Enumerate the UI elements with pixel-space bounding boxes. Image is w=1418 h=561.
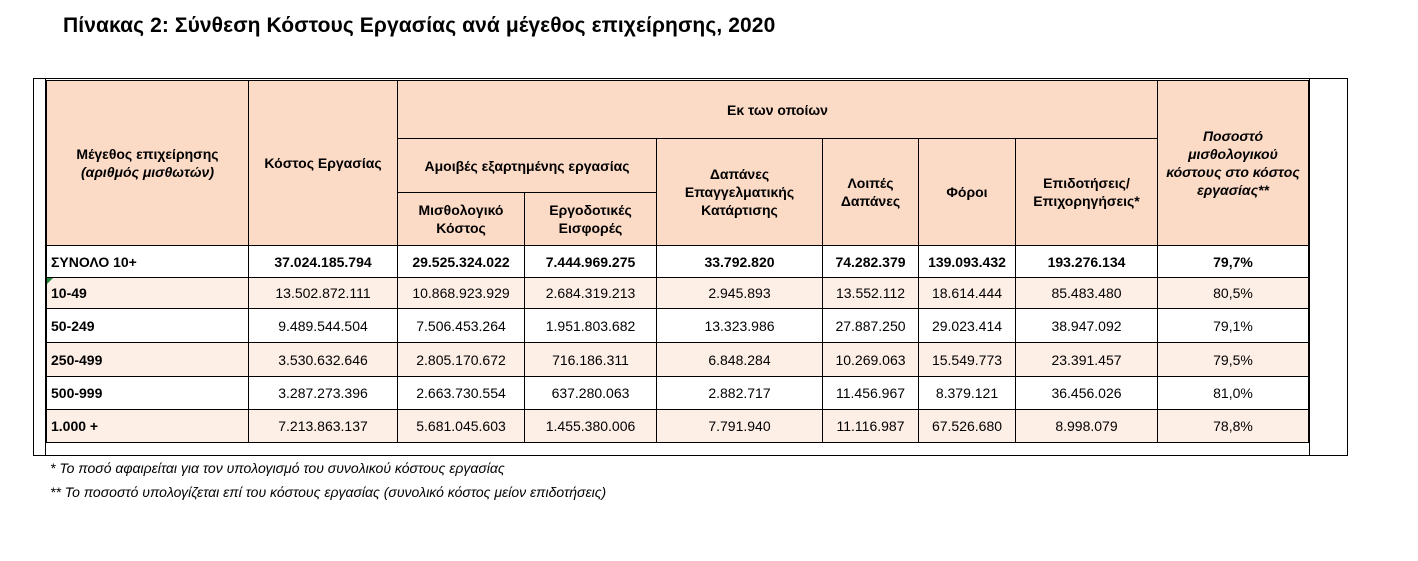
cell-contrib: 1.455.380.006 <box>525 410 657 443</box>
cell-training: 33.792.820 <box>657 246 823 278</box>
cell-subsidies: 193.276.134 <box>1016 246 1158 278</box>
header-of-which: Εκ των οποίων <box>398 81 1158 139</box>
header-payroll: Μισθολογικό Κόστος <box>398 193 525 246</box>
table-row <box>47 278 1309 309</box>
labor-cost-table <box>46 80 1309 443</box>
cell-payroll: 5.681.045.603 <box>398 410 525 443</box>
cell-pct: 79,7% <box>1158 246 1309 278</box>
header-wages-group: Αμοιβές εξαρτημένης εργασίας <box>398 139 657 193</box>
cell-taxes: 8.379.121 <box>919 377 1016 410</box>
cell-contrib: 2.684.319.213 <box>525 278 657 309</box>
cell-pct: 81,0% <box>1158 377 1309 410</box>
row-label: 500-999 <box>47 377 249 410</box>
header-subsidies: Επιδοτήσεις/ Επιχορηγήσεις* <box>1016 139 1158 246</box>
cell-subsidies: 36.456.026 <box>1016 377 1158 410</box>
header-employer-contrib: Εργοδοτικές Εισφορές <box>525 193 657 246</box>
header-other: Λοιπές Δαπάνες <box>823 139 919 246</box>
cell-payroll: 2.805.170.672 <box>398 343 525 377</box>
cell-other: 74.282.379 <box>823 246 919 278</box>
cell-pct: 80,5% <box>1158 278 1309 309</box>
footnote-1: * Το ποσό αφαιρείται για τον υπολογισμό του συνολικού κόστους εργασίας <box>50 460 505 476</box>
cell-contrib: 637.280.063 <box>525 377 657 410</box>
cell-labor: 7.213.863.137 <box>249 410 398 443</box>
cell-taxes: 139.093.432 <box>919 246 1016 278</box>
header-labor-cost: Κόστος Εργασίας <box>249 81 398 246</box>
cell-labor: 9.489.544.504 <box>249 309 398 343</box>
table-row <box>47 410 1309 443</box>
cell-other: 27.887.250 <box>823 309 919 343</box>
table-row-total <box>47 246 1309 278</box>
row-label: 50-249 <box>47 309 249 343</box>
row-label: 10-49 <box>47 278 249 309</box>
table-row <box>47 343 1309 377</box>
cell-training: 7.791.940 <box>657 410 823 443</box>
header-taxes: Φόροι <box>919 139 1016 246</box>
cell-payroll: 7.506.453.264 <box>398 309 525 343</box>
cell-pct: 79,5% <box>1158 343 1309 377</box>
cell-payroll: 2.663.730.554 <box>398 377 525 410</box>
cell-taxes: 67.526.680 <box>919 410 1016 443</box>
cell-taxes: 18.614.444 <box>919 278 1016 309</box>
header-size <box>47 81 249 246</box>
cell-other: 11.116.987 <box>823 410 919 443</box>
cell-other: 13.552.112 <box>823 278 919 309</box>
cell-pct: 79,1% <box>1158 309 1309 343</box>
footnote-2: ** Το ποσοστό υπολογίζεται επί του κόστους εργασίας (συνολικό κόστος μείον επιδοτήσεις) <box>50 484 607 500</box>
cell-labor: 37.024.185.794 <box>249 246 398 278</box>
cell-contrib: 1.951.803.682 <box>525 309 657 343</box>
cell-subsidies: 23.391.457 <box>1016 343 1158 377</box>
header-percent: Ποσοστό μισθολογικού κόστους στο κόστος εργασίας** <box>1158 81 1309 246</box>
cell-contrib: 7.444.969.275 <box>525 246 657 278</box>
cell-payroll: 29.525.324.022 <box>398 246 525 278</box>
table-title: Πίνακας 2: Σύνθεση Κόστους Εργασίας ανά μέγεθος επιχείρησης, 2020 <box>63 14 776 37</box>
cell-taxes: 15.549.773 <box>919 343 1016 377</box>
cell-labor: 13.502.872.111 <box>249 278 398 309</box>
cell-training: 2.945.893 <box>657 278 823 309</box>
cell-labor: 3.530.632.646 <box>249 343 398 377</box>
cell-taxes: 29.023.414 <box>919 309 1016 343</box>
cell-subsidies: 38.947.092 <box>1016 309 1158 343</box>
row-label: 250-499 <box>47 343 249 377</box>
header-size-sublabel: (αριθμός μισθωτών) <box>80 164 214 180</box>
cell-training: 13.323.986 <box>657 309 823 343</box>
table-row <box>47 377 1309 410</box>
cell-other: 11.456.967 <box>823 377 919 410</box>
cell-contrib: 716.186.311 <box>525 343 657 377</box>
table-row <box>47 309 1309 343</box>
cell-training: 2.882.717 <box>657 377 823 410</box>
row-label: 1.000 + <box>47 410 249 443</box>
cell-payroll: 10.868.923.929 <box>398 278 525 309</box>
header-size-label: Μέγεθος επιχείρησης <box>76 146 219 162</box>
cell-other: 10.269.063 <box>823 343 919 377</box>
cell-labor: 3.287.273.396 <box>249 377 398 410</box>
cell-subsidies: 8.998.079 <box>1016 410 1158 443</box>
header-training: Δαπάνες Επαγγελματικής Κατάρτισης <box>657 139 823 246</box>
cell-pct: 78,8% <box>1158 410 1309 443</box>
row-label: ΣΥΝΟΛΟ 10+ <box>47 246 249 278</box>
cell-subsidies: 85.483.480 <box>1016 278 1158 309</box>
cell-training: 6.848.284 <box>657 343 823 377</box>
frame-divider-right <box>1309 78 1310 456</box>
